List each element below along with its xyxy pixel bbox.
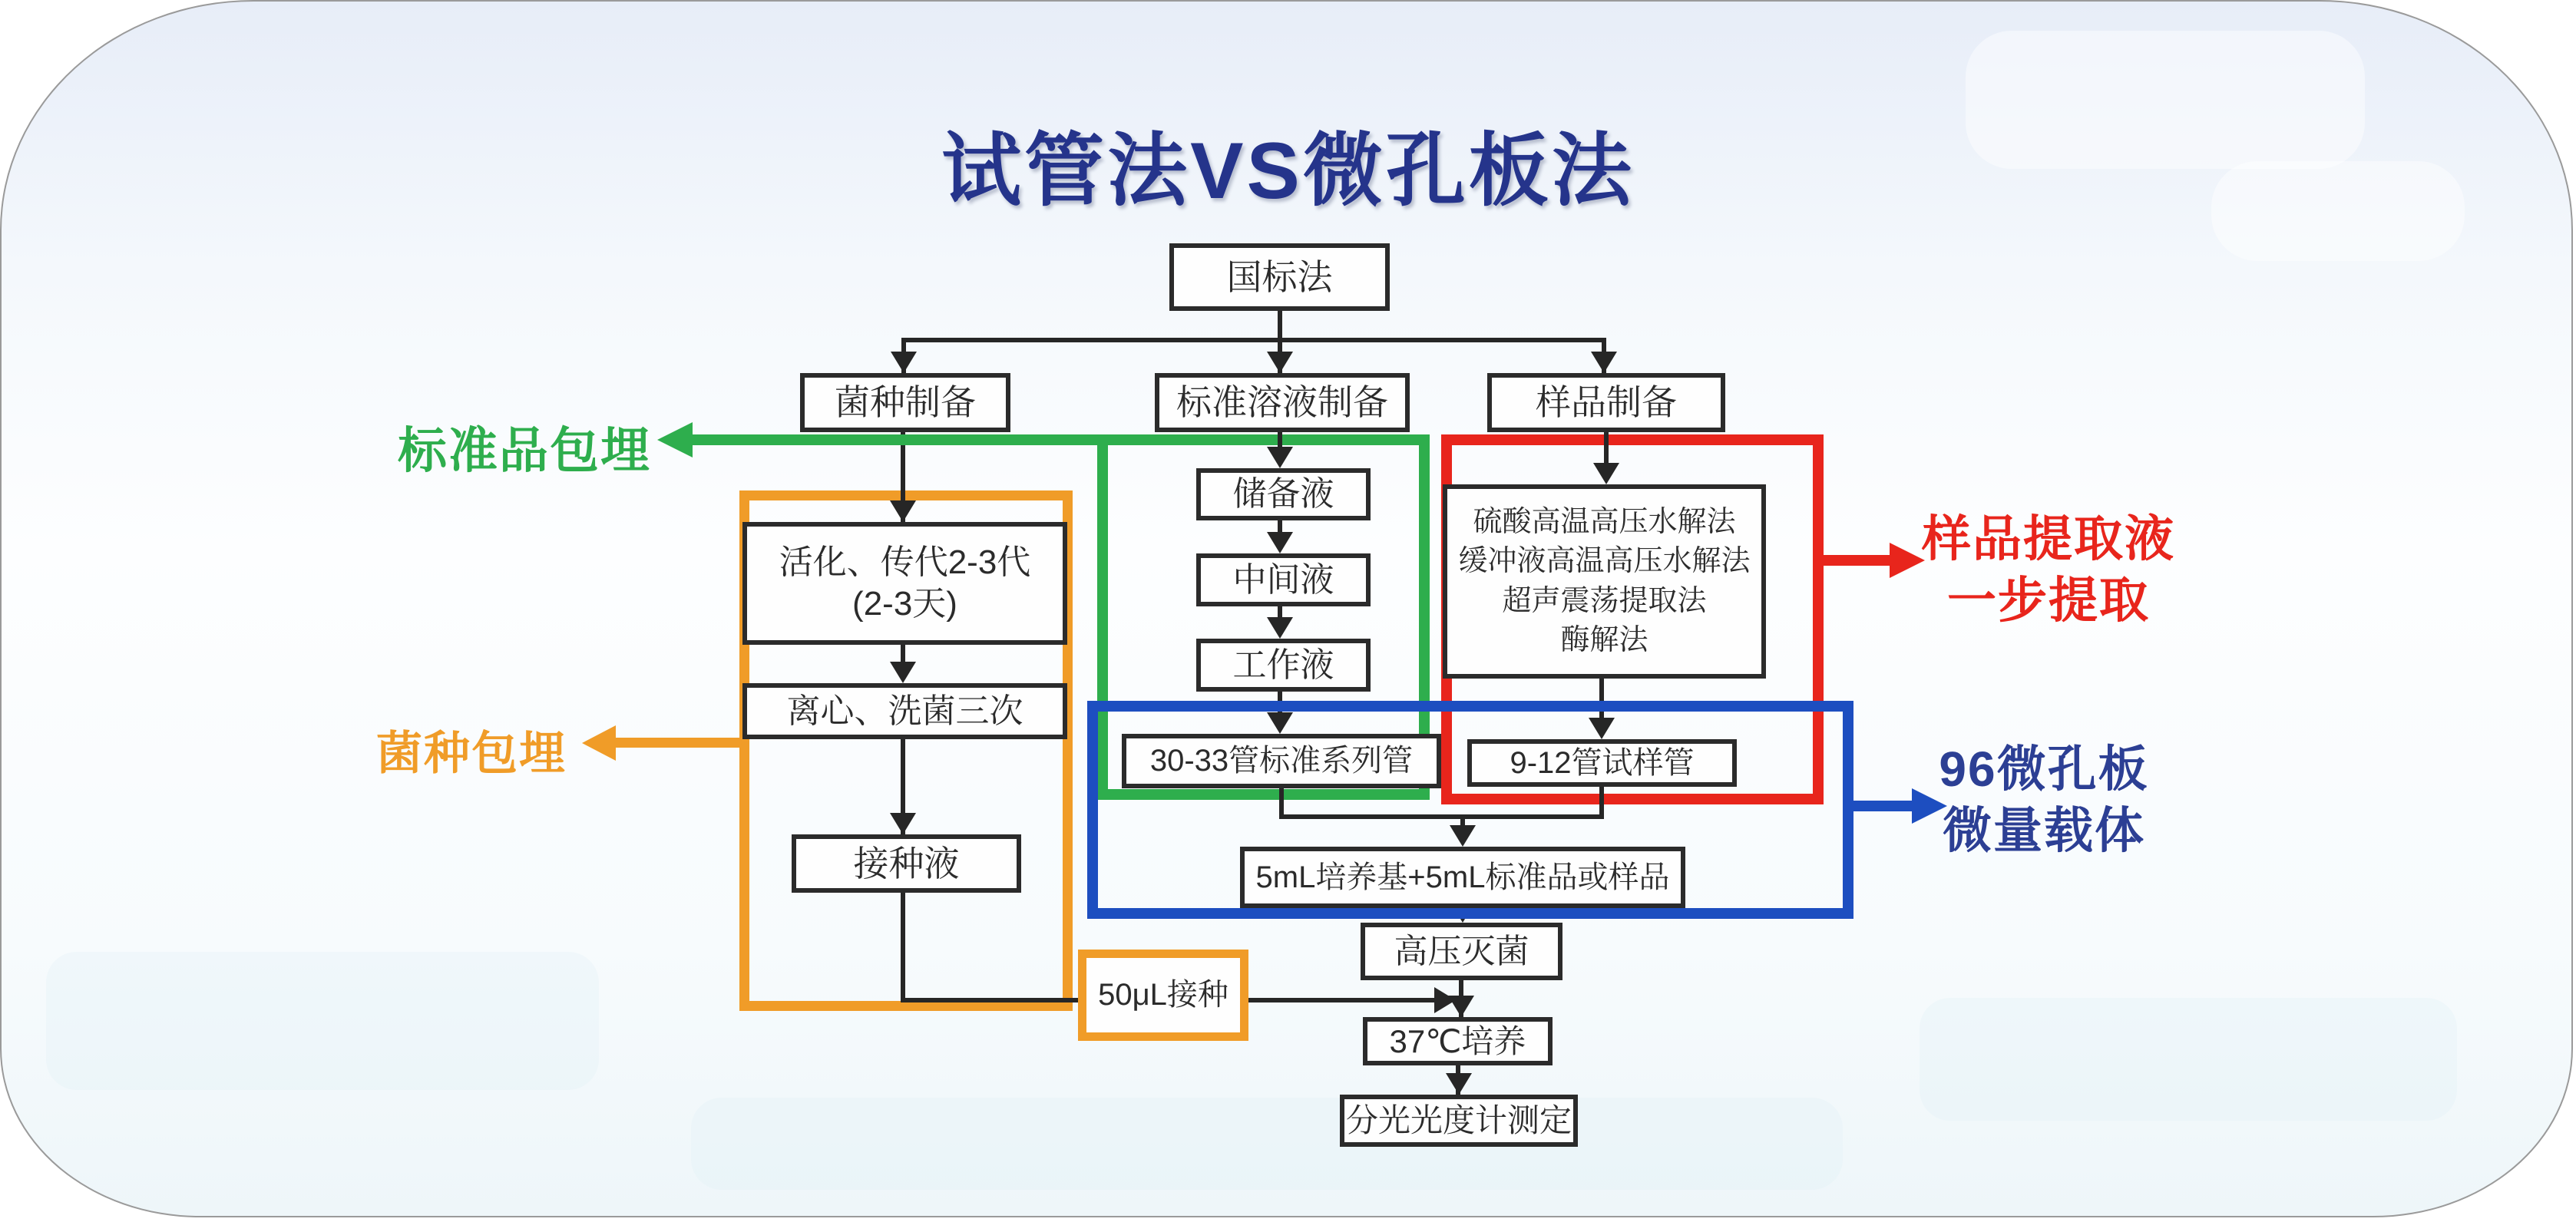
label-line2: 一步提取 — [1947, 573, 2150, 628]
orange-arrow-shaft — [613, 738, 742, 748]
node-incubate-37c — [1363, 1017, 1553, 1065]
node-label-line3: 超声震荡提取法 — [1502, 584, 1707, 617]
label-sample-extraction — [1910, 508, 2187, 631]
node-stock-solution — [1196, 468, 1371, 520]
label-standard-embedding: 标准品包埋 — [398, 423, 651, 478]
node-national-standard — [1169, 243, 1390, 311]
label-96-microplate — [1913, 738, 2174, 861]
node-label: 中间液 — [1232, 560, 1334, 599]
node-50ul-inoculation — [1078, 950, 1248, 1041]
node-standard-solution-preparation — [1155, 373, 1410, 432]
arrow-down-icon — [1593, 463, 1619, 484]
arrow-down-icon — [1267, 447, 1293, 468]
node-label: 5mL培养基+5mL标准品或样品 — [1255, 860, 1670, 894]
connector — [1604, 432, 1609, 467]
node-label-line2: 缓冲液高温高压水解法 — [1458, 545, 1751, 578]
node-centrifuge-wash — [742, 683, 1067, 739]
node-spectrophotometer — [1340, 1095, 1578, 1147]
node-autoclave — [1361, 923, 1562, 980]
label-line1: 96微孔板 — [1939, 742, 2149, 797]
node-label: 菌种制备 — [835, 382, 976, 423]
arrow-down-icon — [890, 500, 916, 522]
label-line2: 微量载体 — [1943, 803, 2145, 858]
node-label-line2: (2-3天) — [852, 585, 957, 623]
arrow-down-icon — [1267, 617, 1293, 639]
node-working-solution — [1196, 639, 1371, 692]
blue-arrow-shaft — [1853, 801, 1913, 811]
arrow-down-icon — [1591, 352, 1617, 373]
node-label: 国标法 — [1226, 256, 1333, 297]
node-label-line1: 活化、传代2-3代 — [779, 543, 1031, 582]
node-strain-preparation — [800, 373, 1010, 432]
arrow-down-icon — [891, 352, 917, 373]
node-label-line4: 酶解法 — [1560, 623, 1648, 656]
node-activation-passage — [742, 522, 1067, 645]
node-label: 标准溶液制备 — [1176, 382, 1388, 423]
label-line1: 样品提取液 — [1922, 511, 2175, 566]
background-texture — [691, 1098, 1843, 1190]
node-label: 接种液 — [853, 843, 960, 884]
background-texture — [46, 952, 599, 1090]
node-label: 30-33管标准系列管 — [1149, 744, 1414, 778]
node-label: 工作液 — [1232, 646, 1334, 684]
blue-frame-microplate — [1087, 701, 1853, 919]
arrow-down-icon — [1448, 996, 1474, 1017]
node-label: 离心、洗菌三次 — [786, 692, 1023, 730]
label-strain-embedding: 菌种包埋 — [376, 728, 567, 779]
node-label: 储备液 — [1232, 475, 1334, 514]
node-hydrolysis-methods — [1443, 484, 1766, 679]
red-arrow-shaft — [1824, 555, 1891, 566]
node-label-line1: 硫酸高温高压水解法 — [1473, 505, 1736, 538]
node-label: 9-12管试样管 — [1510, 745, 1695, 780]
background-texture — [1920, 998, 2457, 1121]
node-sample-preparation — [1487, 373, 1725, 432]
green-arrow-shaft — [686, 434, 1101, 445]
node-intermediate-solution — [1196, 553, 1371, 606]
node-label: 37℃培养 — [1389, 1022, 1526, 1059]
node-label: 高压灭菌 — [1394, 932, 1529, 970]
arrow-down-icon — [1446, 1073, 1472, 1095]
orange-arrow-left-icon — [582, 725, 616, 761]
arrow-down-icon — [1267, 532, 1293, 553]
arrow-down-icon — [890, 813, 916, 834]
node-inoculum — [792, 834, 1021, 893]
connector — [901, 893, 905, 1000]
page-title: 试管法VS微孔板法 — [941, 127, 1635, 216]
arrow-down-icon — [890, 662, 916, 683]
arrow-down-icon — [1267, 352, 1293, 373]
node-label: 分光光度计测定 — [1345, 1102, 1572, 1139]
node-label: 样品制备 — [1536, 382, 1677, 423]
node-label: 50μL接种 — [1098, 978, 1228, 1012]
connector — [901, 338, 1604, 342]
